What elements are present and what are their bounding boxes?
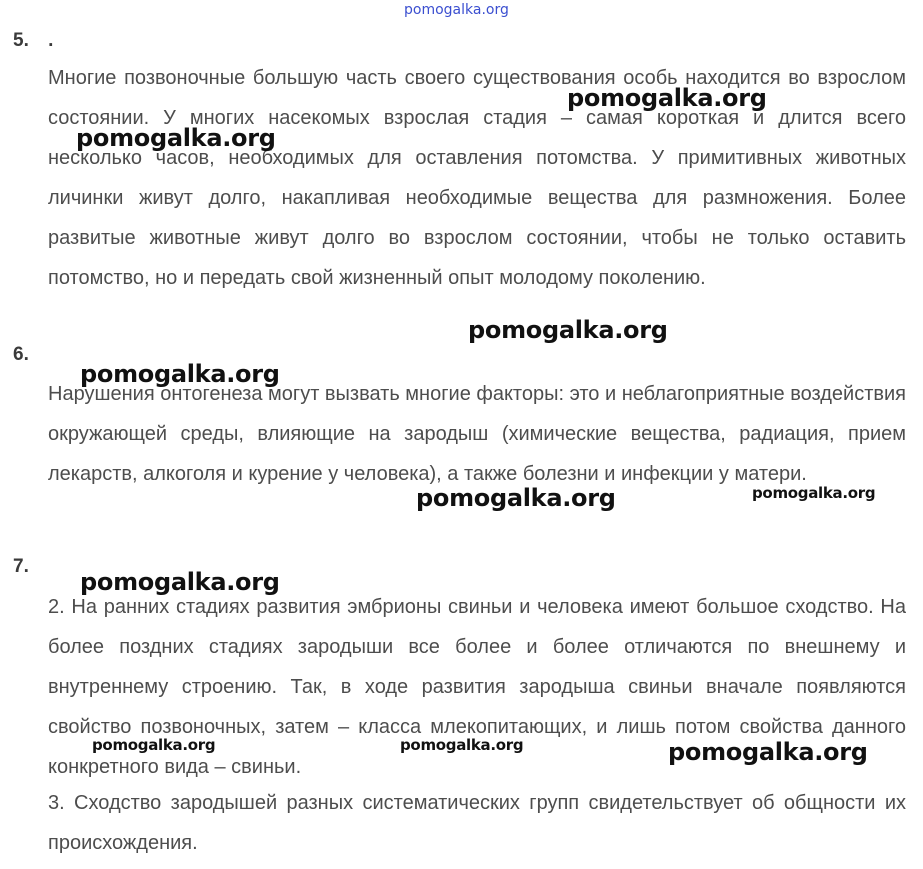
header-watermark: pomogalka.org	[404, 2, 509, 18]
watermark: pomogalka.org	[76, 124, 276, 152]
watermark: pomogalka.org	[80, 360, 280, 388]
section-7-paragraph-1: 2. На ранних стадиях развития эмбрионы свиньи и человека имеют большое сходство. На более поздних стадиях зародыши все более и более отличаются по внешнему и внутреннему строению. Так, в ходе развития зародыша свиньи вначале появляются свойство позвоночных, затем – класса млекопитающих, и лишь потом свойства данного конкретного вида – свиньи.	[48, 596, 906, 778]
section-5-paragraph: Многие позвоночные большую часть своего существования особь находится во взрослом состоянии. У многих насекомых взрослая стадия – самая короткая и длится всего несколько часов, необходимых для оставления потомства. У примитивных животных личинки живут долго, накапливая необходимые вещества для размножения. Более развитые животные живут долго во взрослом состоянии, чтобы не только оставить потомство, но и передать свой жизненный опыт молодому поколению.	[48, 67, 906, 289]
section-7-paragraph-2: 3. Сходство зародышей разных систематических групп свидетельствует об общности их происхождения.	[48, 792, 906, 854]
watermark: pomogalka.org	[567, 84, 767, 112]
section-number-6: 6.	[13, 344, 29, 365]
watermark: pomogalka.org	[400, 736, 524, 754]
watermark: pomogalka.org	[92, 736, 216, 754]
watermark: pomogalka.org	[80, 568, 280, 596]
watermark: pomogalka.org	[752, 484, 876, 502]
section-number-7: 7.	[13, 556, 29, 577]
section-number-5: 5. .	[13, 30, 54, 51]
watermark: pomogalka.org	[468, 316, 668, 344]
section-6-paragraph: Нарушения онтогенеза могут вызвать многие факторы: это и неблагоприятные воздействия окружающей среды, влияющие на зародыш (химические вещества, радиация, прием лекарств, алкоголя и курение у человека), а также болезни и инфекции у матери.	[48, 383, 906, 485]
watermark: pomogalka.org	[416, 484, 616, 512]
section-5-dot: .	[48, 30, 54, 51]
watermark: pomogalka.org	[668, 738, 868, 766]
